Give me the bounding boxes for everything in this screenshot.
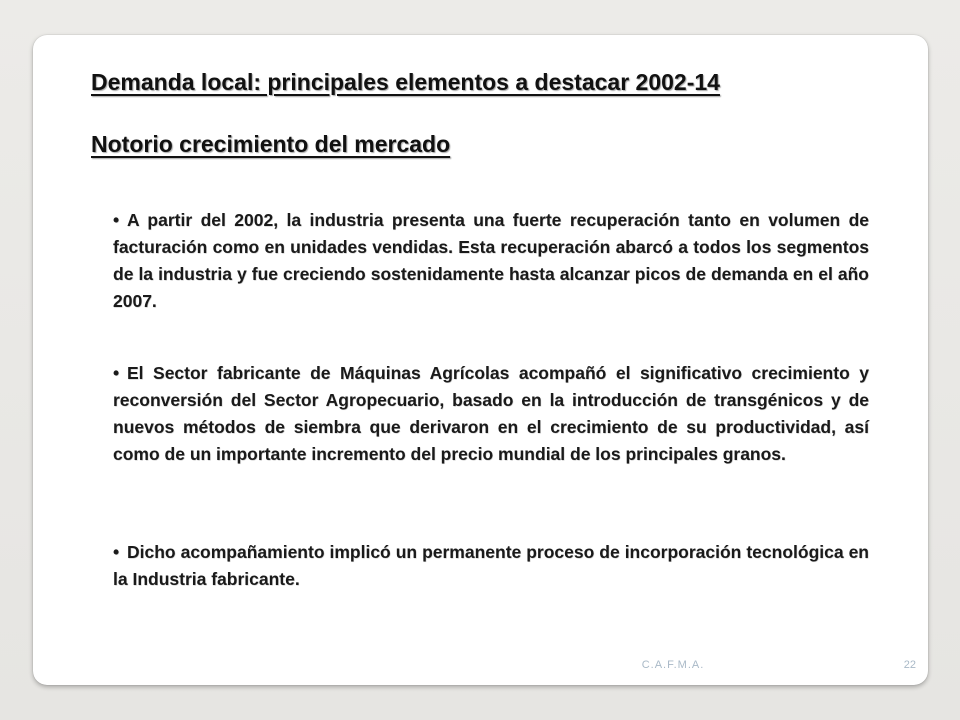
bullet-paragraph: [113, 539, 869, 593]
bullet-marker: •: [113, 210, 120, 230]
bullet-paragraph: [113, 207, 869, 315]
bullet-marker: •: [113, 542, 120, 562]
bullet-text: Dicho acompañamiento implicó un permanente proceso de incorporación tecnológica en la Industria fabricante.: [113, 542, 869, 589]
page-number: 22: [903, 659, 916, 671]
bullet-paragraph: [113, 360, 869, 468]
slide-subtitle: Notorio crecimiento del mercado: [91, 131, 451, 157]
footer-organization: C.A.F.M.A.: [641, 659, 705, 671]
bullet-text: A partir del 2002, la industria presenta una fuerte recuperación tanto en volumen de facturación como en unidades vendidas. Esta recuperación abarcó a todos los segmentos de la industria y fue creciendo sostenidamente hasta alcanzar picos de demanda en el año 2007.: [113, 210, 869, 311]
bullet-text: El Sector fabricante de Máquinas Agrícolas acompañó el significativo crecimiento y reconversión del Sector Agropecuario, basado en la introducción de transgénicos y de nuevos métodos de siembra que derivaron en el crecimiento de su productividad, así como de un importante incremento del precio mundial de los principales granos.: [113, 363, 869, 464]
slide-card: [33, 35, 928, 685]
slide-title: Demanda local: principales elementos a destacar 2002-14: [91, 69, 720, 95]
bullet-marker: •: [113, 363, 120, 383]
